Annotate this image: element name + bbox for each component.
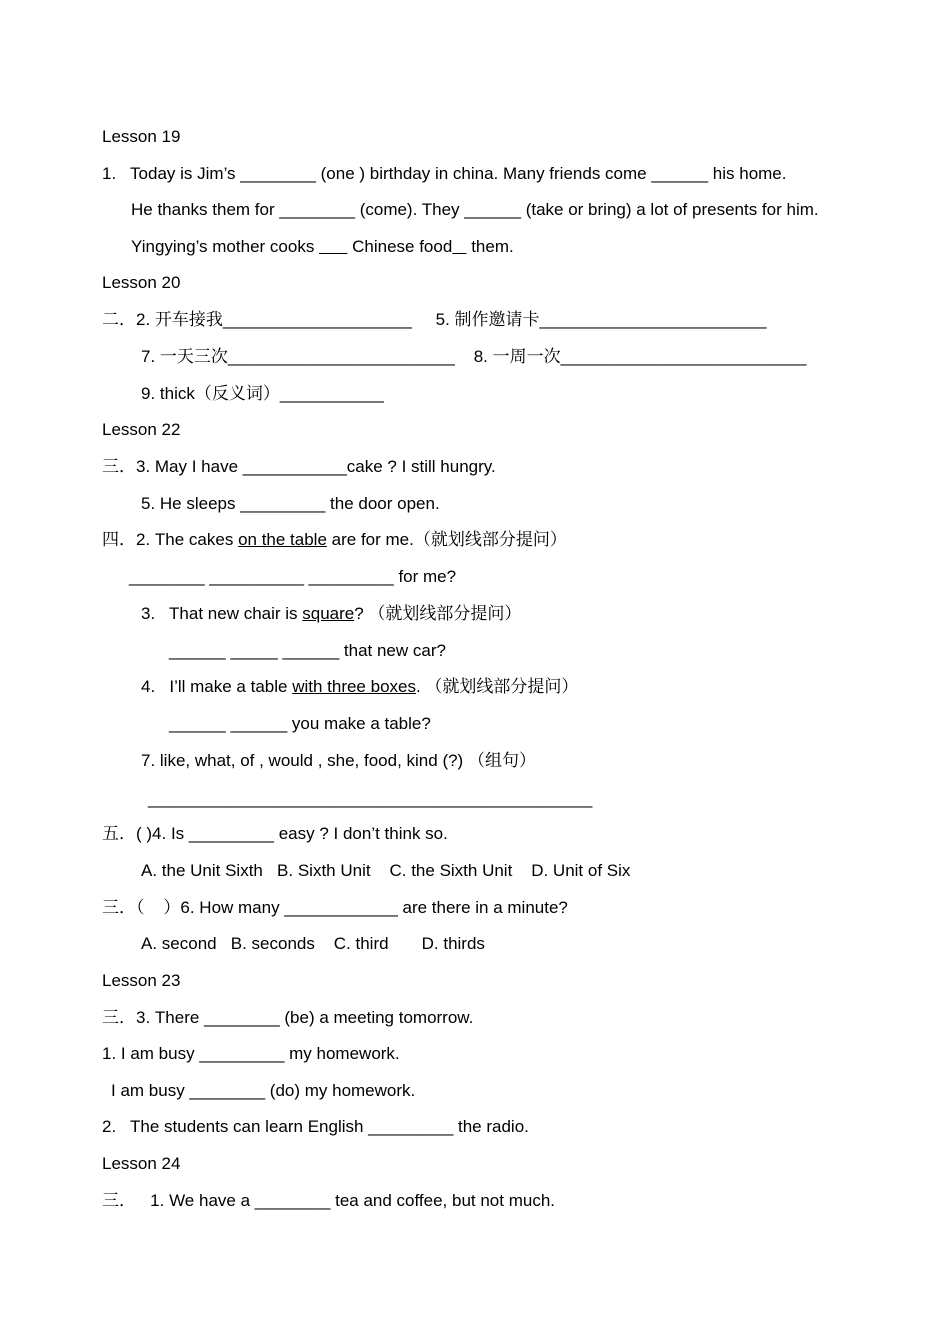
answer-blank-line: ______ _____ ______ that new car? [169, 641, 446, 660]
underlined-phrase: square [302, 604, 355, 623]
text-run: them. [466, 237, 514, 256]
exercise-line [131, 236, 514, 258]
lesson-23-heading: Lesson 23 [102, 971, 181, 990]
text-run: Yingying’s mother cooks [131, 237, 320, 256]
answer-blank-line: ________ __________ _________ for me? [129, 567, 457, 586]
exercise-line: 三．3. May I have ___________cake ? I still hungry. [102, 457, 496, 476]
exercise-line: 三．3. There ________ (be) a meeting tomorrow. [102, 1008, 474, 1027]
exercise-line: 7. 一天三次________________________ 8. 一周一次__________________________ [141, 347, 807, 366]
exercise-line: 二．2. 开车接我____________________ 5. 制作邀请卡________________________ [102, 310, 767, 329]
answer-blank-line: _______________________________________________ [148, 789, 593, 808]
exercise-line: 1. I am busy _________ my homework. [102, 1044, 400, 1063]
exercise-line: 2. The students can learn English _________ the radio. [102, 1117, 529, 1136]
lesson-19-heading: Lesson 19 [102, 127, 181, 146]
choice-options: A. second B. seconds C. third D. thirds [141, 934, 485, 953]
exercise-line: 9. thick（反义词）___________ [141, 384, 384, 403]
lesson-24-heading: Lesson 24 [102, 1154, 181, 1173]
exercise-line: 五．( )4. Is _________ easy ? I don’t think so. [102, 824, 448, 843]
text-run: are for me.（就划线部分提问） [326, 530, 567, 549]
underlined-blank [319, 237, 347, 256]
exercise-line: 1. Today is Jim’s ________ (one ) birthday in china. Many friends come ______ his home. [102, 164, 787, 183]
text-run: 3. That new chair is [141, 604, 303, 623]
exercise-line [102, 529, 567, 551]
text-run: 4. I’ll make a table [141, 677, 293, 696]
exercise-line: 三． 1. We have a ________ tea and coffee, but not much. [102, 1191, 556, 1210]
exercise-line [141, 603, 521, 625]
exercise-line: He thanks them for ________ (come). They ______ (take or bring) a lot of presents for him. [131, 200, 819, 219]
exercise-line: I am busy ________ (do) my homework. [111, 1081, 416, 1100]
text-run: . （就划线部分提问） [415, 677, 579, 696]
underlined-phrase: with three boxes [292, 677, 416, 696]
underlined-phrase: on the table [238, 530, 327, 549]
exercise-line: 三．（ ）6. How many ____________ are there in a minute? [102, 898, 568, 917]
exercise-line [141, 676, 578, 698]
exercise-line: 5. He sleeps _________ the door open. [141, 494, 440, 513]
lesson-20-heading: Lesson 20 [102, 273, 181, 292]
answer-blank-line: ______ ______ you make a table? [169, 714, 431, 733]
exercise-line: 7. like, what, of , would , she, food, kind (?) （组句） [141, 751, 536, 770]
lesson-22-heading: Lesson 22 [102, 420, 181, 439]
underlined-blank [452, 237, 466, 256]
text-run: Chinese food [347, 237, 453, 256]
choice-options: A. the Unit Sixth B. Sixth Unit C. the Sixth Unit D. Unit of Six [141, 861, 631, 880]
text-run: ? （就划线部分提问） [354, 604, 522, 623]
text-run: 四．2. The cakes [102, 530, 239, 549]
